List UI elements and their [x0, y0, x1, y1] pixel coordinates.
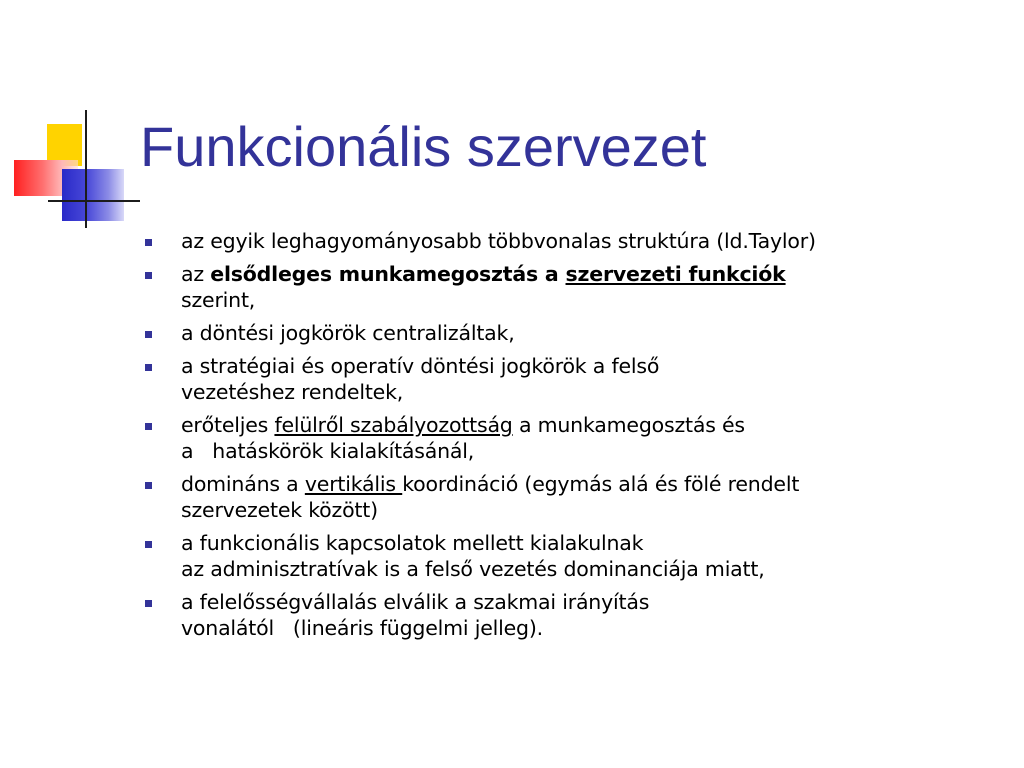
bullet-text: koordináció (egymás alá és fölé rendelt: [402, 472, 800, 496]
bullet-item: [145, 589, 1005, 641]
vertical-line-decoration: [85, 110, 87, 228]
bullet-text: vezetéshez rendeltek,: [181, 380, 404, 404]
bullet-list: [145, 228, 1005, 648]
bullet-item: [145, 471, 1005, 523]
bullet-text: a felelősségvállalás elválik a szakmai irányítás: [181, 590, 650, 614]
bullet-text: a munkamegosztás és: [512, 413, 745, 437]
bullet-text: az: [181, 262, 211, 286]
slide-title: Funkcionális szervezet: [140, 115, 707, 178]
bullet-text: a döntési jogkörök centralizáltak,: [181, 321, 515, 345]
bullet-square-icon: [145, 541, 152, 548]
bullet-item: [145, 530, 1005, 582]
bullet-text-bold-underlined: szervezeti funkciók: [565, 262, 786, 286]
bullet-text: az adminisztratívak is a felső vezetés dominanciája miatt,: [181, 557, 765, 581]
bullet-text: az egyik leghagyományosabb többvonalas struktúra (ld.Taylor): [181, 229, 816, 253]
bullet-text-bold: elsődleges munkamegosztás a: [210, 262, 566, 286]
bullet-square-icon: [145, 423, 152, 430]
horizontal-line-decoration: [48, 200, 140, 202]
bullet-text: a hatáskörök kialakításánál,: [181, 439, 475, 463]
bullet-text: domináns a: [181, 472, 305, 496]
bullet-text: szervezetek között): [181, 498, 378, 522]
bullet-item: [145, 412, 1005, 464]
bullet-square-icon: [145, 600, 152, 607]
bullet-text: a stratégiai és operatív döntési jogkörök a felső: [181, 354, 660, 378]
bullet-text: erőteljes: [181, 413, 275, 437]
bullet-item: [145, 353, 1005, 405]
bullet-text: vonalától (lineáris függelmi jelleg).: [181, 616, 543, 640]
bullet-square-icon: [145, 272, 152, 279]
bullet-text: szerint,: [181, 288, 256, 312]
bullet-square-icon: [145, 239, 152, 246]
bullet-item: [145, 228, 1005, 254]
bullet-square-icon: [145, 364, 152, 371]
bullet-square-icon: [145, 331, 152, 338]
bullet-item: [145, 261, 1005, 313]
bullet-square-icon: [145, 482, 152, 489]
bullet-text: a funkcionális kapcsolatok mellett kialakulnak: [181, 531, 644, 555]
blue-gradient-decoration: [62, 169, 124, 221]
bullet-text-underlined: vertikális: [304, 472, 403, 496]
bullet-item: [145, 320, 1005, 346]
bullet-text-underlined: felülről szabályozottság: [274, 413, 513, 437]
corner-ornament: [0, 0, 150, 240]
